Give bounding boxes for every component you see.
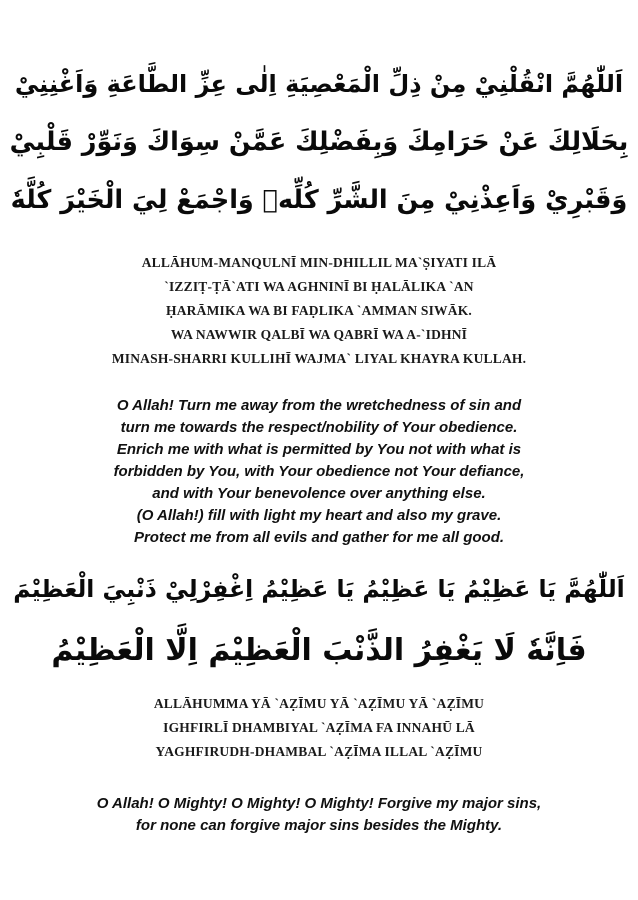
dua2-translation-line-1: O Allah! O Mighty! O Mighty! O Mighty! Forgive my major sins, bbox=[96, 795, 542, 812]
dua1-translation-line-7: Protect me from all evils and gather for me all good. bbox=[133, 529, 505, 546]
dua1-transliteration-line-3: ḤARĀMIKA WA BI FAḌLIKA `AMMAN SIWĀK. bbox=[166, 303, 472, 318]
dua1-transliteration-line-4: WA NAWWIR QALBĪ WA QABRĪ WA A-`IDHNĪ bbox=[170, 327, 468, 342]
dua2-arabic-line-2: فَاِنَّهٗ لَا يَغْفِرُ الذَّنْبَ الْعَظِيْمَ اِلَّا الْعَظِيْمُ bbox=[51, 633, 587, 668]
dua2-arabic-line-1: اَللّٰهُمَّ يَا عَظِيْمُ يَا عَظِيْمُ يَا عَظِيْمُ اِغْفِرْلِيْ ذَنْبِيَ الْعَظِيْمَ bbox=[13, 575, 625, 603]
dua2-transliteration-line-3: YAGHFIRUDH-DHAMBAL `AẒĪMA ILLAL `AẒĪMU bbox=[155, 744, 483, 759]
dua1-translation-line-4: forbidden by You, with Your obedience not Your defiance, bbox=[113, 463, 525, 480]
dua1-transliteration-line-2: `IZZIṬ-ṬĀ`ATI WA AGHNINĪ BI ḤALĀLIKA `AN bbox=[164, 279, 474, 294]
dua2-transliteration-line-1: ALLĀHUMMA YĀ `AẒĪMU YĀ `AẒĪMU YĀ `AẒĪMU bbox=[153, 696, 485, 711]
dua1-arabic-line-3: وَقَبْرِيْ وَاَعِذْنِيْ مِنَ الشَّرِّ كُلِّهٖ وَاجْمَعْ لِيَ الْخَيْرَ كُلَّهٗ bbox=[10, 185, 628, 215]
dua1-translation-line-5: and with Your benevolence over anything else. bbox=[152, 485, 486, 502]
dua1-translation-line-2: turn me towards the respect/nobility of Your obedience. bbox=[120, 419, 518, 436]
dua2-translation-line-2: for none can forgive major sins besides the Mighty. bbox=[135, 817, 503, 834]
dua1-translation-line-3: Enrich me with what is permitted by You not with what is bbox=[116, 441, 522, 458]
dua1-arabic-line-1: اَللّٰهُمَّ انْقُلْنِيْ مِنْ ذِلِّ الْمَعْصِيَةِ اِلٰى عِزِّ الطَّاعَةِ وَاَغْنِنِيْ bbox=[14, 70, 624, 98]
dua2-transliteration-line-2: IGHFIRLĪ DHAMBIYAL `AẒĪMA FA INNAHŪ LĀ bbox=[163, 720, 475, 735]
dua1-translation-line-6: (O Allah!) fill with light my heart and also my grave. bbox=[136, 507, 502, 524]
dua1-translation-line-1: O Allah! Turn me away from the wretchedness of sin and bbox=[116, 397, 522, 414]
dua1-arabic-line-2: بِحَلَالِكَ عَنْ حَرَامِكَ وَبِفَضْلِكَ عَمَّنْ سِوَاكَ وَنَوِّرْ قَلْبِيْ bbox=[9, 127, 629, 157]
dua1-transliteration-line-5: MINASH-SHARRI KULLIHĪ WAJMA` LIYAL KHAYRA KULLAH. bbox=[111, 351, 527, 366]
dua1-transliteration-line-1: ALLĀHUM-MANQULNĪ MIN-DHILLIL MA`ṢIYATI ILĀ bbox=[141, 255, 497, 270]
